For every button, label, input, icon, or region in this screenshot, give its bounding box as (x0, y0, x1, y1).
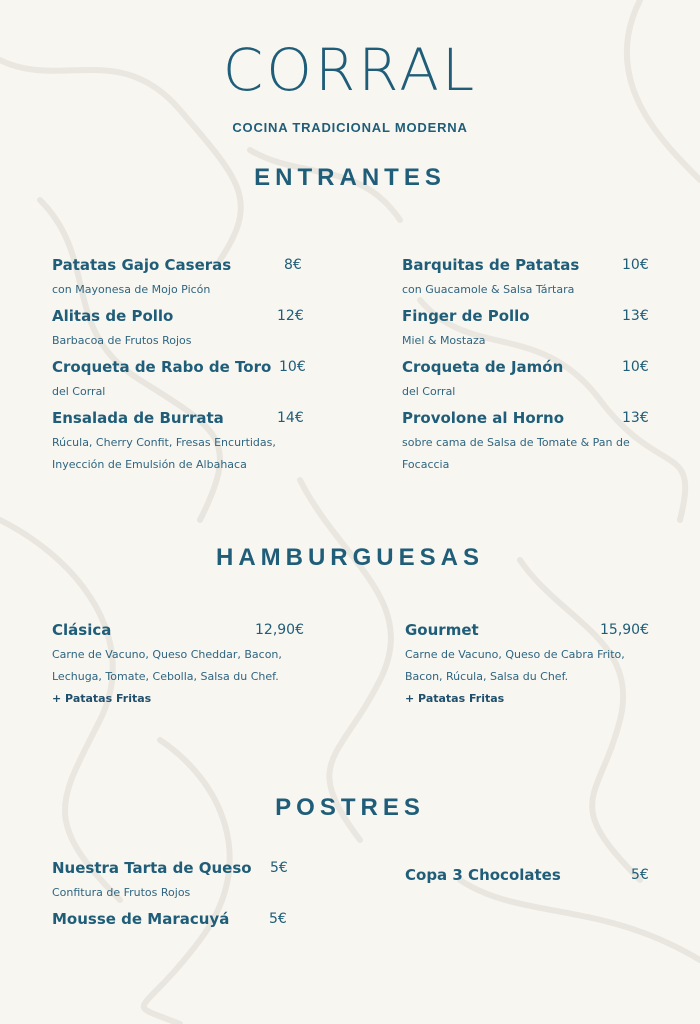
menu-item-desc: Inyección de Emulsión de Albahaca (52, 458, 247, 471)
menu-item-price: 5€ (270, 860, 288, 876)
menu-item-name: Ensalada de Burrata (52, 409, 224, 427)
menu-item-price: 5€ (269, 911, 287, 927)
menu-item-price: 14€ (277, 410, 304, 426)
menu-item-name: Alitas de Pollo (52, 307, 174, 325)
menu-item-name: Patatas Gajo Caseras (52, 256, 232, 274)
menu-item-name: Copa 3 Chocolates (405, 866, 561, 884)
section-title-postres: POSTRES (275, 794, 425, 821)
menu-item-price: 15,90€ (600, 622, 649, 638)
menu-item-price: 13€ (622, 308, 649, 324)
menu-item-extra: + Patatas Fritas (405, 692, 505, 705)
menu-item-name: Nuestra Tarta de Queso (52, 859, 252, 877)
menu-item-price: 12€ (277, 308, 304, 324)
brand-tagline: COCINA TRADICIONAL MODERNA (232, 120, 468, 135)
menu-item-price: 12,90€ (255, 622, 304, 638)
menu-item-desc: Carne de Vacuno, Queso de Cabra Frito, (405, 648, 625, 661)
menu-item-name: Croqueta de Rabo de Toro (52, 358, 272, 376)
menu-item-name: Finger de Pollo (402, 307, 530, 325)
menu-item-name: Gourmet (405, 621, 479, 639)
menu-item-name: Barquitas de Patatas (402, 256, 580, 274)
menu-item-desc: con Guacamole & Salsa Tártara (402, 283, 575, 296)
menu-item-name: Croqueta de Jamón (402, 358, 564, 376)
menu-item-desc: sobre cama de Salsa de Tomate & Pan de (402, 436, 630, 449)
menu-item-name: Provolone al Horno (402, 409, 565, 427)
menu-item-desc: con Mayonesa de Mojo Picón (52, 283, 211, 296)
menu-item-name: Mousse de Maracuyá (52, 910, 230, 928)
menu-item-extra: + Patatas Fritas (52, 692, 152, 705)
menu-item-desc: Rúcula, Cherry Confit, Fresas Encurtidas, (52, 436, 276, 449)
menu-item-desc: Focaccia (402, 458, 450, 471)
menu-item-desc: Miel & Mostaza (402, 334, 486, 347)
menu-item-price: 10€ (622, 257, 649, 273)
section-title-hamburguesas: HAMBURGUESAS (215, 544, 484, 571)
menu-item-desc: Carne de Vacuno, Queso Cheddar, Bacon, (52, 648, 282, 661)
menu-item-desc: del Corral (52, 385, 106, 398)
brand-logo: CORRAL (222, 36, 478, 104)
menu-item-price: 10€ (279, 359, 306, 375)
menu-item-price: 13€ (622, 410, 649, 426)
menu-item-desc: Lechuga, Tomate, Cebolla, Salsa du Chef. (52, 670, 279, 683)
menu-item-name: Clásica (52, 621, 112, 639)
menu-item-desc: Barbacoa de Frutos Rojos (52, 334, 192, 347)
menu-item-price: 5€ (631, 867, 649, 883)
menu-item-price: 10€ (622, 359, 649, 375)
section-title-entrantes: ENTRANTES (254, 164, 446, 191)
menu-item-price: 8€ (284, 257, 302, 273)
menu-item-desc: del Corral (402, 385, 456, 398)
menu-item-desc: Bacon, Rúcula, Salsa du Chef. (405, 670, 569, 683)
menu-item-desc: Confitura de Frutos Rojos (52, 886, 191, 899)
